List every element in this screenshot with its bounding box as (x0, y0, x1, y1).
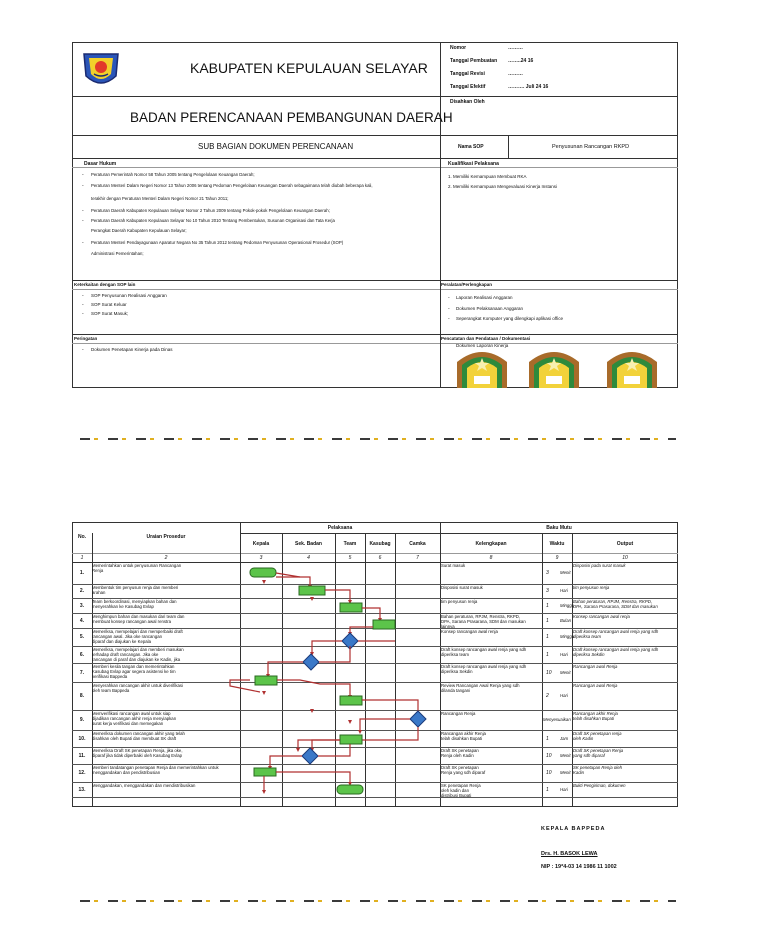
row-output: Rancangan awal Renja (573, 683, 618, 688)
flow-arrowhead (310, 709, 314, 713)
row-kelengkapan: Review Rancangan Awal Renja yang sdh dilanda tangani (441, 683, 520, 693)
sop-name-label: Nama SOP (458, 144, 484, 150)
meta-label-revisi: Tanggal Revisi (450, 71, 485, 77)
flow-arrow (276, 772, 350, 782)
col-number: 2 (164, 555, 168, 561)
col-header-baku-mutu: Baku Mutu (546, 525, 572, 531)
row-number: 4. (79, 617, 85, 624)
row-uraian: Menggandakan, menggandakan dan mendistribusikan (92, 783, 196, 788)
col-number: 10 (622, 555, 628, 561)
row-uraian: Memberi tandatangan penetapan Renja dan memerintahkan untuk menggandakan dan pendistribusian (92, 765, 219, 775)
row-waktu-unit: Menyesuaikan (543, 717, 571, 722)
dasar-hukum-title: Dasar Hukum (84, 161, 117, 167)
row-output: Draft SK penetapan renja oleh Kadin (573, 731, 622, 741)
row-uraian: Menyerahkan rancangan akhir untuk diverifikasi oleh team Bappeda (92, 683, 184, 693)
meta-label-efektif: Tanggal Efektif (450, 84, 486, 90)
row-output: Bukti Pengiriman, dokumen (573, 783, 626, 788)
row-waktu-unit: Hari (560, 786, 568, 792)
agency-title: BADAN PERENCANAAN PEMBANGUNAN DAERAH (130, 110, 453, 125)
row-waktu-value: 10 (546, 770, 552, 776)
row-waktu-unit: Hari (560, 693, 568, 698)
process-box (299, 586, 325, 595)
row-output: Draft SK penetapan Renja yang sdh diparaf (573, 748, 624, 758)
row-number: 3. (79, 602, 85, 609)
list-item: 2. Memiliki Kemampuan Mengevaluasi Kinerja Instansi (448, 184, 558, 189)
sub-division-title: SUB BAGIAN DOKUMEN PERENCANAAN (198, 142, 354, 151)
end-terminator (337, 785, 363, 794)
flow-arrow (325, 590, 350, 600)
row-output: Disposisi pada surat masuk (573, 563, 626, 568)
list-item: SOP Surat Masuk; (91, 311, 129, 316)
col-header-baku-mutu-sub: Output (616, 541, 634, 547)
row-output: Rancangan akhir Renja telah disahkan Bupati (573, 711, 618, 721)
row-waktu-value: 1 (546, 735, 549, 742)
row-waktu-unit: Menit (560, 770, 571, 775)
peringatan-title: Peringatan (74, 336, 98, 341)
flow-arrow (318, 744, 350, 756)
dashed-separator-bottom (80, 900, 676, 902)
row-number: 9. (79, 717, 85, 723)
row-kelengkapan: Bahan peraturan, RPJM, Renstra, RKPD, DPA, Sarana Prasarana, SDM dan masukan lainnya (441, 614, 526, 628)
row-number: 8. (79, 693, 85, 699)
row-waktu-unit: Minggu (560, 634, 574, 639)
meta-value-pembuatan: ……..24 16 (508, 58, 534, 64)
flow-arrowhead (358, 730, 362, 734)
row-uraian: Membentuk tim penyusun renja dan memberi arahan (92, 585, 179, 595)
row-waktu-value: 1 (546, 617, 549, 624)
row-waktu-unit: Hari (560, 588, 568, 593)
row-number: 6. (79, 651, 85, 658)
process-box (340, 603, 362, 612)
flow-arrow (312, 740, 340, 748)
row-waktu-value: 2 (546, 693, 549, 699)
col-number: 3 (259, 555, 263, 561)
row-output: Draft konsep rancangan awal renja yang sdh diperiksa Sekdin (573, 647, 659, 657)
meta-value-efektif: ………. Juli 24 16 (508, 84, 549, 90)
row-waktu-value: 1 (546, 602, 549, 609)
row-uraian: Team berkoordinasi, menyiapkan bahan dan menyerahkan ke Kasubag Evlap (92, 599, 177, 609)
col-number: 6 (378, 555, 382, 561)
flow-arrowhead (310, 597, 314, 601)
col-header-actor: Sek. Badan (295, 541, 322, 547)
row-output: Konsep rancangan awal renja (573, 614, 630, 619)
list-item: Dokumen Laporan Kinerja (456, 343, 509, 348)
row-kelengkapan: SK penetapan Renja oleh kadin dan distribusi Bupati (441, 783, 481, 797)
list-item: Peraturan Pemerintah Nomor 58 Tahun 2005 tentang Pengelolaan Keuangan Daerah; (91, 172, 255, 177)
row-kelengkapan: Draft konsep rancangan awal renja yang sdh diperiksa Sekdin (441, 664, 527, 674)
row-number: 11. (78, 752, 86, 759)
row-kelengkapan: tim penyusun renja (441, 599, 478, 604)
flow-arrowhead (348, 720, 352, 724)
signature-nip: NIP : 19*4-03 14 1986 11 1002 (541, 864, 617, 870)
row-output: Draft konsep rancangan awal renja yang sdh diperiksa team (573, 629, 659, 639)
regency-title: KABUPATEN KEPULAUAN SELAYAR (190, 60, 428, 76)
meta-value-revisi: ……… (508, 71, 523, 77)
meta-value-nomor: ……… (508, 45, 523, 51)
flow-arrowhead (262, 790, 266, 794)
list-item: Perangkat Daerah Kabupaten Kepulauan Selayar; (91, 228, 187, 233)
row-waktu-unit: Menit (560, 570, 571, 575)
flow-arrowhead (262, 691, 266, 695)
start-terminator (250, 568, 276, 577)
list-item: Laporan Realisasi Anggaran (456, 295, 513, 300)
list-item: SOP Surat Keluar (91, 302, 127, 307)
flow-arrow (277, 680, 350, 695)
disahkan-label: Disahkan Oleh (450, 99, 485, 105)
col-header-actor: Team (343, 541, 357, 547)
row-waktu-unit: Jam (560, 735, 569, 741)
col-number: 5 (348, 555, 352, 561)
list-item: Peraturan Menteri Pendayagunaan Aparatur Negara No 35 Tahun 2012 tentang Pedoman Penyusunan Operasional Prosedur (SOP) (91, 240, 344, 245)
row-kelengkapan: Rancangan Renja (441, 711, 476, 716)
flow-arrowhead (262, 580, 266, 584)
row-number: 13. (78, 786, 86, 793)
flow-arrow (362, 700, 418, 712)
process-box (373, 620, 395, 629)
process-box (254, 768, 276, 776)
row-uraian: Memberi kesila tangan dan memerintahkan Kasubag Evlap agar segera asistensi ke tim verifikasi Bappeda (92, 664, 176, 679)
row-kelengkapan: Draft SK penetapan Renja yang sdh diparaf (441, 765, 486, 775)
row-kelengkapan: Surat masuk (441, 563, 466, 568)
row-number: 2. (79, 588, 85, 594)
sop-name-value: Penyusunan Rancangan RKPD (552, 144, 630, 150)
flow-arrow (360, 719, 410, 730)
signature-name: Drs. H. BASOK LEWA (541, 851, 598, 857)
flow-arrowhead (296, 748, 300, 752)
list-item: Dokumen Penetapan Kinerja pada Dinas (91, 347, 173, 352)
list-item: Seperangkat Komputer yang dilengkapi aplikasi office (456, 316, 563, 321)
row-output: Bahan peraturan, RPJM, Renstra, RKPD, DPA, Sarana Prasarana, SDM dan masukan (573, 599, 658, 609)
row-waktu-unit: Menit (560, 669, 571, 675)
row-kelengkapan: Konsep rancangan awal renja (441, 629, 498, 634)
row-output: SK penetapan Renja oleh Kadin (573, 765, 622, 775)
flow-arrow (362, 608, 380, 618)
row-uraian: Memeriksa, mempelajari dan memperbaiki draft rancangan awal. Jika oke rancangan diparaf dan diajukan ke Kepala (92, 629, 183, 644)
row-waktu-unit: Hari (560, 651, 568, 657)
row-number: 12. (78, 770, 86, 776)
row-waktu-value: 1 (546, 786, 549, 793)
flow-arrow (270, 756, 302, 766)
col-header-baku-mutu-sub: Waktu (549, 541, 565, 547)
row-output: Rancangan awal Renja (573, 664, 618, 669)
decision-diamond (303, 654, 319, 670)
pencatatan-title: Pencatatan dan Pendataan / Dokumentasi (441, 336, 531, 341)
row-waktu-value: 1 (546, 634, 549, 640)
list-item: Administrasi Pemerintahan; (91, 251, 144, 256)
flow-arrow (276, 577, 310, 585)
process-box (340, 696, 362, 705)
flow-arrow (312, 641, 342, 652)
decision-diamond (302, 748, 318, 764)
row-number: 1. (79, 570, 85, 576)
row-waktu-value: 3 (546, 588, 549, 594)
row-kelengkapan: Rancangan akhir Renja telah disahkan Bupati (441, 731, 486, 741)
row-kelengkapan: Draft SK penetapan Renja oleh Kadin (441, 748, 479, 758)
row-waktu-value: 10 (546, 669, 552, 676)
row-uraian: Memerintahkan untuk penyusunan Rancangan Renja (92, 563, 182, 573)
row-number: 5. (79, 634, 85, 640)
col-header-actor: Camka (409, 541, 426, 547)
row-waktu-value: 1 (546, 651, 549, 658)
row-output: tim penyusun renja (573, 585, 610, 590)
col-header-baku-mutu-sub: Kelengkapan (475, 541, 507, 547)
row-kelengkapan: Disposisi surat masuk (441, 585, 483, 590)
row-waktu-unit: Bulan (560, 617, 571, 623)
col-header-no: No. (77, 534, 87, 540)
col-number: 9 (555, 555, 559, 561)
list-item: terakhir dengan Peraturan Menteri Dalam Negeri Nomor 21 Tahun 2011; (91, 196, 229, 201)
list-item: Peraturan Menteri Dalam Negeri Nomor 13 Tahun 2006 tentang Pedoman Pengelolaan Keuangan Daerah sebagaimana telah diubah beberapa kali, (91, 183, 373, 188)
row-kelengkapan: Draft konsep rancangan awal renja yang sdh diperiksa team (441, 647, 527, 657)
decision-diamond (410, 711, 426, 727)
keterkaitan-title: Keterkaitan dengan SOP lain (74, 282, 136, 287)
row-uraian: Menghimpun bahan dan masukan dari team dan membuat konsep rancangan awal renstra (92, 614, 185, 624)
col-number: 7 (416, 555, 419, 561)
list-item: Peraturan Daerah Kabupaten Kepulauan Selayar Nomor 2 Tahun 2009 tentang Pokok-pokok Pengelolaan Keuangan Daerah; (91, 208, 330, 213)
list-item: 1. Memiliki Kemampuan Membuat RKA (448, 174, 527, 179)
row-waktu-value: 10 (546, 752, 552, 759)
row-number: 7. (79, 669, 85, 676)
col-number: 4 (307, 555, 310, 561)
row-uraian: Memeriksa, mempelajari dan memberi masukan terhadap draft rancangan. Jika oke rancangan di paraf dan diajukan ke Kadin, jika (92, 647, 184, 662)
peralatan-title: Peralatan/Perlengkapan (441, 282, 493, 287)
row-uraian: Memverifikasi rancangan awal untuk siap dijadikan rancangan akhir renja menyiapkan surat kerja verifikasi dan memegakan (92, 711, 177, 726)
flow-arrow (319, 646, 350, 662)
flow-arrow (350, 627, 373, 632)
signature-title: KEPALA BAPPEDA (541, 826, 606, 832)
row-waktu-unit: Minggu (560, 602, 574, 608)
meta-label-nomor: Nomor (450, 45, 467, 51)
list-item: SOP Penyusunan Realisasi Anggaran (91, 293, 167, 298)
process-box (255, 676, 277, 685)
row-uraian: Memeriksa dokumen rancangan akhir yang telah disahkan oleh Bupati dan membuat SK draft (92, 731, 185, 741)
kualifikasi-title: Kualifikasi Pelaksana (448, 161, 499, 167)
row-waktu-value: 3 (546, 570, 549, 576)
col-header-uraian: Uraian Prosedur (146, 534, 186, 540)
col-number: 1 (80, 555, 84, 561)
col-header-actor: Kepala (252, 541, 270, 547)
row-number: 10. (78, 735, 86, 742)
flow-arrow (268, 662, 303, 674)
list-item: Dokumen Pelaksanaan Anggaran (456, 306, 524, 311)
meta-label-pembuatan: Tanggal Pembuatan (450, 58, 498, 64)
list-item: Peraturan Daerah Kabupaten Kepulauan Selayar No 10 Tahun 2010 Tentang Pembentukan, Susunan Organisasi dan Tata Kerja (91, 218, 335, 223)
col-number: 8 (489, 555, 493, 561)
col-header-actor: Kasubag (369, 541, 391, 547)
col-header-pelaksana: Pelaksana (327, 525, 353, 531)
row-uraian: Memeriksa Draft SK penetapan Renja, jika oke, diparaf jika tidak diperbaiki oleh Kasubag Evlap (92, 748, 183, 758)
process-box (340, 735, 362, 744)
row-waktu-unit: Menit (560, 752, 571, 758)
